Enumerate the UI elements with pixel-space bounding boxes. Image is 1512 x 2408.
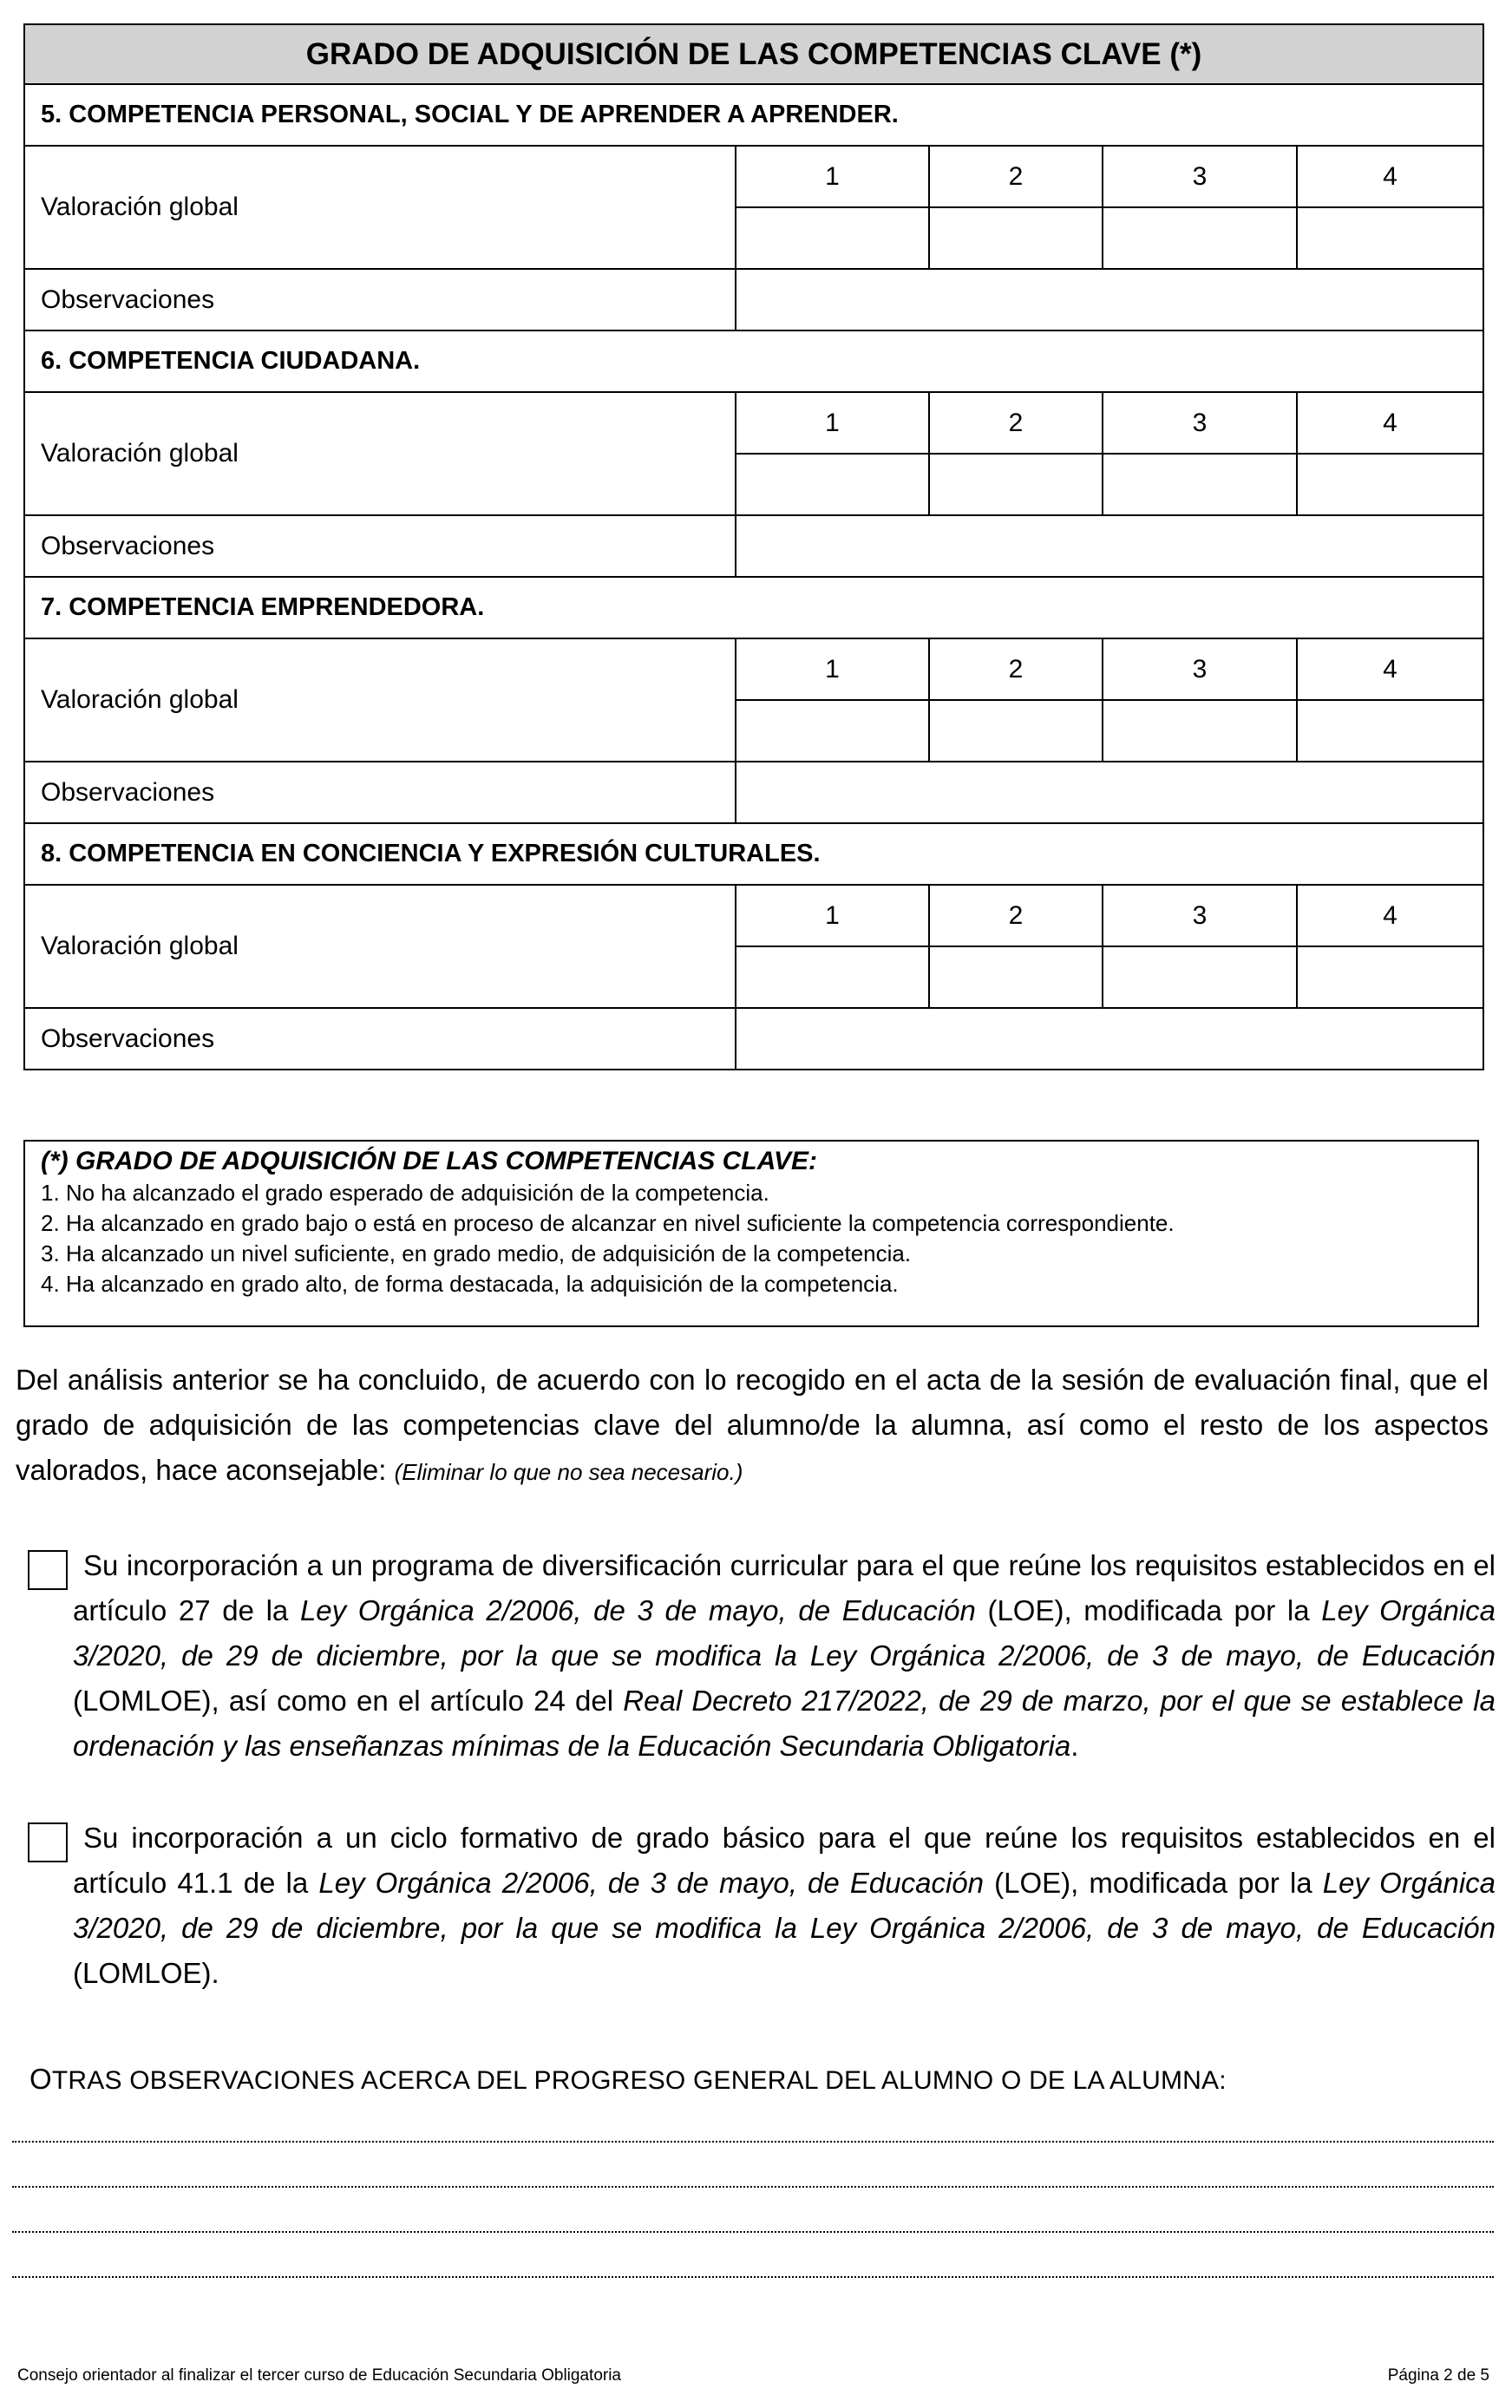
option-1-law: Real Decreto 217/2022, de 29 de marzo, por el que se establece la ordenación y las enseñanzas mínimas de la Educación Secundaria Obligatoria — [73, 1685, 1496, 1762]
observaciones-field[interactable] — [736, 269, 1483, 330]
heading-rest: TRAS OBSERVACIONES ACERCA DEL PROGRESO GENERAL DEL ALUMNO O DE LA ALUMNA: — [51, 2066, 1227, 2095]
competencies-table — [23, 23, 1484, 1070]
observaciones-label: Observaciones — [24, 1008, 736, 1070]
score-cell[interactable] — [736, 946, 929, 1008]
score-cell[interactable] — [1103, 946, 1297, 1008]
other-observations-heading — [29, 2063, 1227, 2096]
section-title: 5. COMPETENCIA PERSONAL, SOCIAL Y DE APRENDER A APRENDER. — [24, 84, 1483, 146]
observation-line[interactable] — [12, 2276, 1494, 2278]
scale-label: 1 — [736, 392, 929, 454]
section-title: 7. COMPETENCIA EMPRENDEDORA. — [24, 577, 1483, 638]
option-1-law: Ley Orgánica 3/2020, de 29 de diciembre, por la que se modifica la Ley Orgánica 2/2006, de 3 de mayo, de Educación — [73, 1594, 1496, 1672]
score-cell[interactable] — [736, 207, 929, 269]
section-title: 6. COMPETENCIA CIUDADANA. — [24, 330, 1483, 392]
valoracion-label: Valoración global — [24, 638, 736, 762]
scale-label: 1 — [736, 885, 929, 946]
scale-label: 4 — [1297, 638, 1483, 700]
scale-label: 2 — [929, 885, 1103, 946]
valoracion-label: Valoración global — [24, 392, 736, 515]
observation-line[interactable] — [12, 2186, 1494, 2188]
score-cell[interactable] — [1103, 700, 1297, 762]
score-cell[interactable] — [1103, 207, 1297, 269]
scale-label: 4 — [1297, 885, 1483, 946]
intro-text: Del análisis anterior se ha concluido, de acuerdo con lo recogido en el acta de la sesión de evaluación final, que el grado de adquisición de las competencias clave del alumno/de la alumna, así como el resto de los aspectos valorados, hace aconsejable: — [16, 1364, 1489, 1486]
valoracion-label: Valoración global — [24, 146, 736, 269]
scale-label: 2 — [929, 638, 1103, 700]
observaciones-label: Observaciones — [24, 269, 736, 330]
score-cell[interactable] — [929, 454, 1103, 515]
legend-item: 2. Ha alcanzado en grado bajo o está en proceso de alcanzar en nivel suficiente la competencia correspondiente. — [41, 1210, 1175, 1236]
scale-label: 3 — [1103, 638, 1297, 700]
option-2-part: (LOMLOE). — [73, 1957, 219, 1989]
scale-label: 4 — [1297, 392, 1483, 454]
score-cell[interactable] — [736, 700, 929, 762]
observaciones-field[interactable] — [736, 515, 1483, 577]
scale-label: 4 — [1297, 146, 1483, 207]
score-cell[interactable] — [736, 454, 929, 515]
legend-box — [23, 1140, 1479, 1327]
scale-label: 2 — [929, 146, 1103, 207]
option-2-checkbox[interactable] — [28, 1822, 68, 1862]
option-2-part: (LOE), modificada por la — [984, 1867, 1323, 1899]
option-1-law: Ley Orgánica 2/2006, de 3 de mayo, de Educación — [299, 1594, 976, 1626]
scale-label: 1 — [736, 146, 929, 207]
score-cell[interactable] — [1297, 700, 1483, 762]
option-1-part: Su incorporación a un programa de diversificación curricular para el que reúne los requisitos establecidos en el artículo 27 de la — [73, 1549, 1496, 1626]
scale-label: 3 — [1103, 885, 1297, 946]
scale-label: 2 — [929, 392, 1103, 454]
score-cell[interactable] — [1297, 946, 1483, 1008]
observaciones-label: Observaciones — [24, 762, 736, 823]
scale-label: 3 — [1103, 146, 1297, 207]
page-number: Página 2 de 5 — [1387, 2366, 1489, 2385]
option-2-law: Ley Orgánica 2/2006, de 3 de mayo, de Educación — [318, 1867, 984, 1899]
legend-title: (*) GRADO DE ADQUISICIÓN DE LAS COMPETENCIAS CLAVE: — [41, 1147, 818, 1175]
valoracion-label: Valoración global — [24, 885, 736, 1008]
scale-label: 3 — [1103, 392, 1297, 454]
observation-line[interactable] — [12, 2141, 1494, 2143]
legend-list — [41, 1178, 1462, 1299]
legend-item: 3. Ha alcanzado un nivel suficiente, en grado medio, de adquisición de la competencia. — [41, 1240, 912, 1266]
score-cell[interactable] — [929, 700, 1103, 762]
observation-line[interactable] — [12, 2231, 1494, 2233]
option-2-text — [73, 1816, 1496, 1996]
intro-note: (Eliminar lo que no sea necesario.) — [394, 1459, 743, 1485]
observaciones-label: Observaciones — [24, 515, 736, 577]
heading-initial: O — [29, 2063, 52, 2095]
option-1-text — [73, 1543, 1496, 1769]
option-1-checkbox[interactable] — [28, 1550, 68, 1590]
intro-paragraph — [16, 1358, 1489, 1495]
footer-left: Consejo orientador al finalizar el tercer curso de Educación Secundaria Obligatoria — [17, 2366, 621, 2385]
option-1-part: (LOE), modificada por la — [975, 1594, 1322, 1626]
option-1-part: (LOMLOE), así como en el artículo 24 del — [73, 1685, 624, 1717]
score-cell[interactable] — [1297, 454, 1483, 515]
score-cell[interactable] — [1103, 454, 1297, 515]
option-1-part: . — [1070, 1730, 1079, 1762]
observaciones-field[interactable] — [736, 1008, 1483, 1070]
observaciones-field[interactable] — [736, 762, 1483, 823]
option-2-law: Ley Orgánica 3/2020, de 29 de diciembre, por la que se modifica la Ley Orgánica 2/2006, de 3 de mayo, de Educación — [73, 1867, 1496, 1944]
score-cell[interactable] — [929, 207, 1103, 269]
option-2-part: Su incorporación a un ciclo formativo de grado básico para el que reúne los requisitos establecidos en el artículo 41.1 de la — [73, 1822, 1496, 1899]
score-cell[interactable] — [929, 946, 1103, 1008]
section-title: 8. COMPETENCIA EN CONCIENCIA Y EXPRESIÓN CULTURALES. — [24, 823, 1483, 885]
scale-label: 1 — [736, 638, 929, 700]
score-cell[interactable] — [1297, 207, 1483, 269]
legend-item: 1. No ha alcanzado el grado esperado de adquisición de la competencia. — [41, 1180, 769, 1206]
table-title: GRADO DE ADQUISICIÓN DE LAS COMPETENCIAS CLAVE (*) — [24, 24, 1483, 84]
legend-item: 4. Ha alcanzado en grado alto, de forma destacada, la adquisición de la competencia. — [41, 1271, 899, 1297]
